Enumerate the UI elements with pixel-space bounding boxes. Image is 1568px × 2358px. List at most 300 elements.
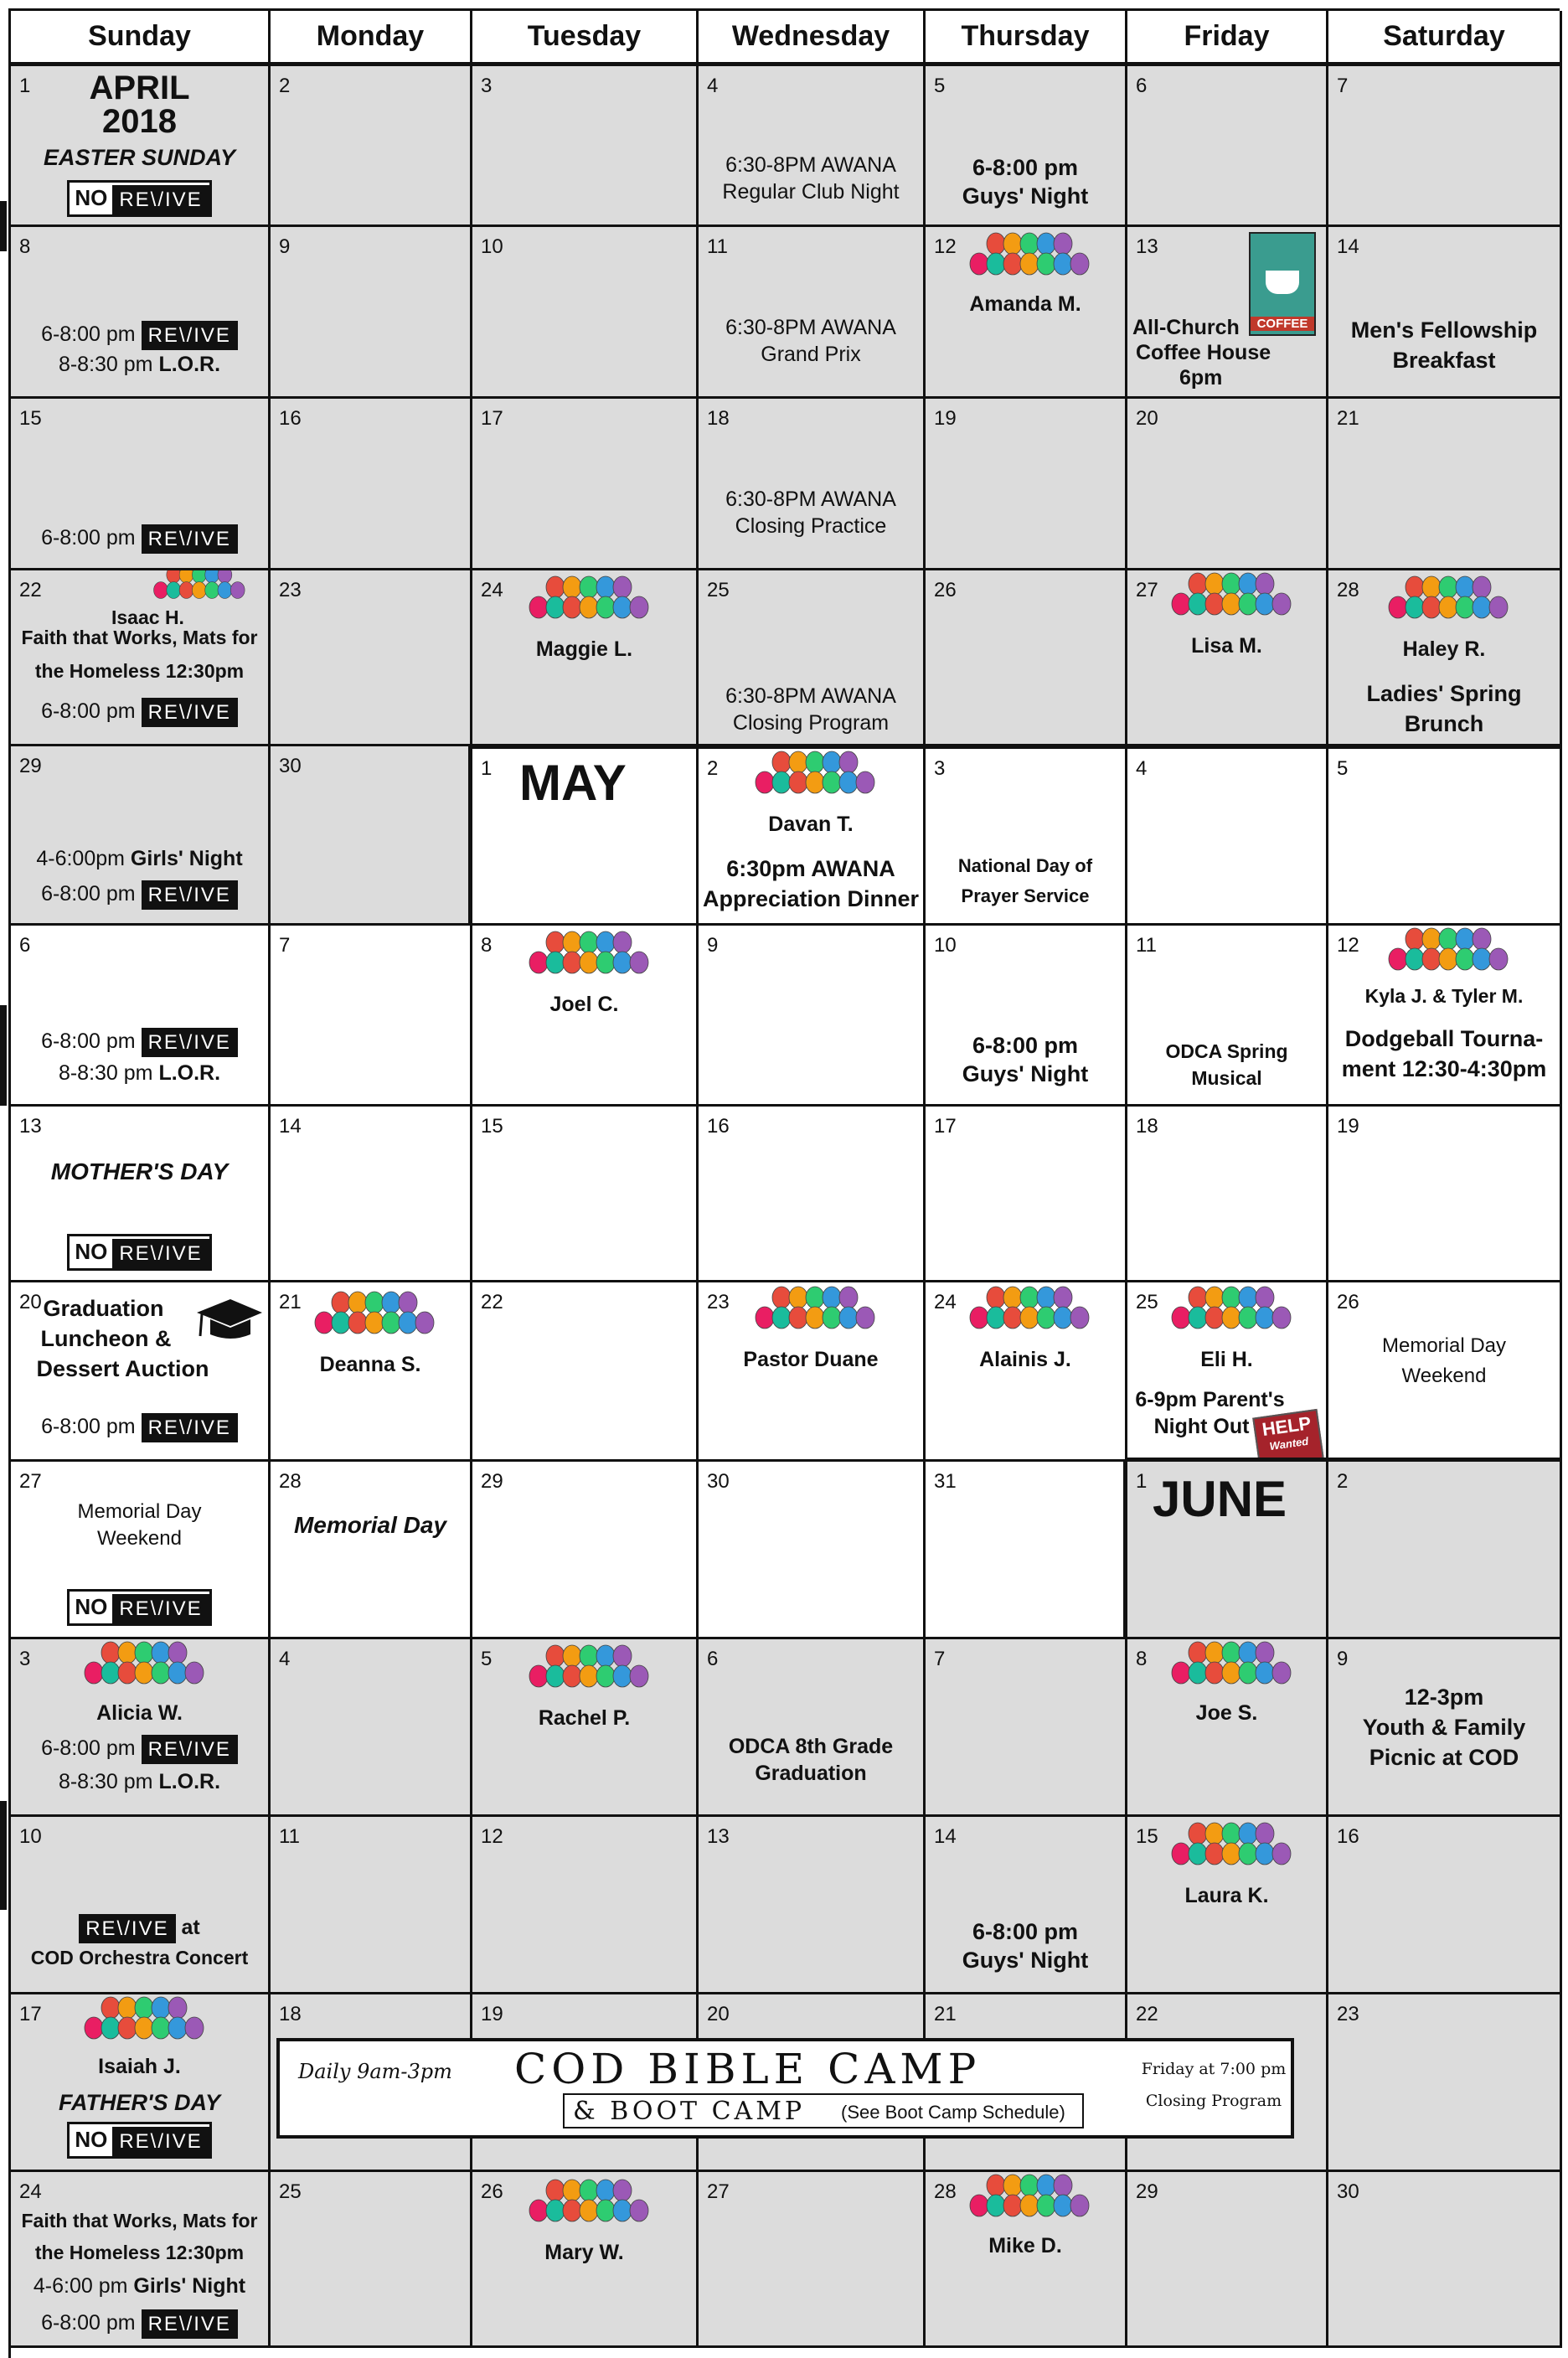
day-cell[interactable]: [11, 926, 271, 1107]
day-cell[interactable]: [1127, 1639, 1328, 1817]
day-number: 19: [1337, 1115, 1359, 1138]
balloon-icon: [1205, 1662, 1224, 1684]
day-cell[interactable]: [472, 2172, 699, 2348]
day-number: 6: [707, 1648, 719, 1670]
day-cell[interactable]: [699, 399, 926, 570]
day-cell[interactable]: [1127, 746, 1328, 926]
revive-logo: RE\/IVE: [142, 2309, 238, 2339]
day-cell[interactable]: [472, 926, 699, 1107]
balloon-icon: [1473, 596, 1491, 618]
balloon-icon: [613, 576, 632, 598]
day-number: 18: [279, 2003, 302, 2025]
day-cell[interactable]: [11, 570, 271, 746]
event-mothers-day: MOTHER'S DAY: [50, 1158, 229, 1184]
birthday-balloons: [740, 1286, 882, 1346]
day-cell[interactable]: [271, 1817, 472, 1994]
event-memorial-weekend: Memorial Day: [77, 1500, 202, 1523]
weekday-header: Sunday: [11, 11, 271, 66]
birthday-name: Isaac H.: [111, 606, 184, 628]
birthday-balloons: [954, 232, 1096, 292]
balloon-icon: [192, 570, 206, 583]
balloon-icon: [1189, 1662, 1207, 1684]
balloon-icon: [1054, 253, 1072, 275]
balloon-icon: [1070, 1307, 1089, 1329]
day-number: 17: [934, 1115, 957, 1138]
balloon-icon: [1256, 1823, 1274, 1845]
event-time: 6-8:00 pm: [41, 1415, 136, 1439]
event-time: 8-8:30 pm: [58, 1061, 153, 1085]
day-cell[interactable]: [271, 1107, 472, 1282]
balloon-icon: [1189, 1843, 1207, 1865]
day-cell[interactable]: [926, 1817, 1127, 1994]
day-cell[interactable]: [11, 1639, 271, 1817]
day-cell[interactable]: [926, 1282, 1127, 1462]
balloon-icon: [1205, 1307, 1224, 1329]
day-number: 6: [1136, 75, 1148, 97]
balloon-icon: [1222, 1307, 1240, 1329]
balloon-icon: [154, 582, 168, 599]
day-cell[interactable]: [1127, 399, 1328, 570]
day-number: 17: [19, 2003, 42, 2025]
event-time: 8-8:30 pm: [58, 1770, 153, 1793]
day-number: 25: [707, 579, 730, 601]
balloon-icon: [1070, 2195, 1089, 2216]
camp-friday: Friday at 7:00 pm: [1141, 2060, 1287, 2078]
balloon-icon: [789, 771, 807, 793]
day-cell[interactable]: [1127, 1282, 1328, 1462]
day-number: 14: [279, 1115, 302, 1138]
day-cell[interactable]: [699, 66, 926, 227]
coffee-cup-icon: [1266, 271, 1299, 294]
birthday-balloons: [513, 2179, 656, 2239]
balloon-icon: [1256, 1307, 1274, 1329]
day-cell[interactable]: [1328, 1817, 1562, 1994]
day-cell[interactable]: [1127, 1817, 1328, 1994]
day-cell[interactable]: [472, 227, 699, 399]
balloon-icon: [789, 1287, 807, 1308]
day-number: 11: [707, 235, 728, 258]
day-cell[interactable]: [699, 1107, 926, 1282]
day-number: 21: [279, 1291, 302, 1313]
day-number: 4: [279, 1648, 291, 1670]
balloon-icon: [168, 1662, 187, 1684]
day-cell[interactable]: [926, 399, 1127, 570]
balloon-icon: [806, 751, 824, 773]
balloon-icon: [179, 582, 193, 599]
day-cell[interactable]: [699, 570, 926, 746]
no-label: NO: [75, 2127, 108, 2152]
day-cell[interactable]: [926, 1107, 1127, 1282]
day-cell[interactable]: [11, 227, 271, 399]
birthday-balloons: [954, 1286, 1096, 1346]
balloon-icon: [1222, 593, 1240, 615]
day-cell[interactable]: [926, 1639, 1127, 1817]
birthday-name: Deanna S.: [319, 1353, 421, 1376]
day-cell[interactable]: [11, 1994, 271, 2172]
day-number: 15: [481, 1115, 503, 1138]
balloon-icon: [596, 576, 615, 598]
day-number: 27: [707, 2180, 730, 2203]
balloon-icon: [546, 931, 565, 953]
day-cell[interactable]: [699, 1462, 926, 1639]
day-cell[interactable]: [1127, 2172, 1328, 2348]
balloon-icon: [1222, 1823, 1240, 1845]
day-number: 9: [707, 934, 719, 957]
day-cell[interactable]: [926, 227, 1127, 399]
balloon-icon: [1222, 1843, 1240, 1865]
balloon-icon: [1037, 2175, 1055, 2196]
event-dodgeball: Dodgeball Tourna-: [1344, 1026, 1544, 1051]
event-graduation: Dessert Auction: [36, 1356, 209, 1381]
day-number: 9: [279, 235, 291, 258]
day-number: 31: [934, 1470, 957, 1493]
balloon-icon: [772, 1307, 791, 1329]
balloon-icon: [167, 570, 181, 583]
revive-logo: RE\/IVE: [142, 698, 238, 727]
day-cell[interactable]: [271, 1462, 472, 1639]
day-number: 18: [1136, 1115, 1158, 1138]
balloon-icon: [823, 771, 841, 793]
balloon-icon: [1003, 2175, 1022, 2196]
day-cell[interactable]: [699, 1817, 926, 1994]
weekday-header: Wednesday: [699, 11, 926, 66]
balloon-icon: [596, 1665, 615, 1687]
balloon-icon: [856, 1307, 874, 1329]
day-cell[interactable]: [472, 1639, 699, 1817]
balloon-icon: [1489, 596, 1508, 618]
day-number: 20: [1136, 407, 1158, 430]
balloon-icon: [772, 771, 791, 793]
balloon-icon: [192, 582, 206, 599]
balloon-icon: [205, 582, 219, 599]
birthday-balloons: [1373, 575, 1515, 636]
balloon-icon: [118, 1662, 137, 1684]
day-cell[interactable]: [472, 746, 699, 926]
day-cell[interactable]: [1328, 399, 1562, 570]
balloon-icon: [1020, 233, 1039, 255]
birthday-balloons: [513, 931, 656, 991]
day-cell[interactable]: [472, 399, 699, 570]
balloon-icon: [415, 1312, 434, 1334]
event-awana-dinner: 6:30pm AWANA: [726, 856, 895, 881]
day-cell[interactable]: [926, 1462, 1127, 1639]
event-parents-night: 6-9pm Parent's: [1135, 1388, 1285, 1411]
day-cell[interactable]: [926, 2172, 1127, 2348]
balloon-icon: [85, 1662, 103, 1684]
day-number: 29: [19, 755, 42, 777]
balloon-icon: [1456, 948, 1474, 970]
day-cell[interactable]: [11, 1817, 271, 1994]
revive-logo: RE\/IVE: [112, 1239, 209, 1268]
day-cell[interactable]: [1328, 746, 1562, 926]
birthday-balloons: [69, 1641, 211, 1701]
balloon-icon: [118, 2017, 137, 2039]
balloon-icon: [839, 1287, 858, 1308]
day-cell[interactable]: [11, 1462, 271, 1639]
day-cell[interactable]: [926, 746, 1127, 926]
balloon-icon: [529, 2200, 548, 2221]
day-cell[interactable]: [271, 1282, 472, 1462]
day-number: 23: [707, 1291, 730, 1313]
day-cell[interactable]: [472, 1107, 699, 1282]
event-time: 6-8:00 pm: [972, 1919, 1079, 1944]
balloon-icon: [1020, 1307, 1039, 1329]
event-picnic: Picnic at COD: [1369, 1745, 1519, 1770]
day-cell[interactable]: [1328, 2172, 1562, 2348]
day-number: 12: [934, 235, 957, 258]
camp-subtitle: & BOOT CAMP: [573, 2097, 806, 2126]
day-cell[interactable]: [1127, 570, 1328, 746]
balloon-icon: [1239, 1662, 1257, 1684]
day-cell[interactable]: [699, 1282, 926, 1462]
day-cell[interactable]: [472, 66, 699, 227]
day-cell[interactable]: [1328, 1107, 1562, 1282]
balloon-icon: [613, 596, 632, 618]
camp-note: (See Boot Camp Schedule): [841, 2102, 1065, 2123]
balloon-icon: [85, 2017, 103, 2039]
balloon-icon: [1239, 573, 1257, 595]
balloon-icon: [1054, 2175, 1072, 2196]
day-cell[interactable]: [472, 1282, 699, 1462]
day-cell[interactable]: [1127, 1462, 1328, 1639]
balloon-icon: [185, 1662, 204, 1684]
day-cell[interactable]: [472, 570, 699, 746]
day-number: 3: [481, 75, 493, 97]
balloon-icon: [168, 1997, 187, 2019]
day-cell[interactable]: [271, 1639, 472, 1817]
balloon-icon: [1239, 1843, 1257, 1865]
balloon-icon: [1239, 1642, 1257, 1664]
event-awana: 6:30-8PM AWANA: [725, 316, 896, 339]
balloon-icon: [1473, 576, 1491, 598]
balloon-icon: [135, 1642, 153, 1664]
event-guys-night: Guys' Night: [962, 1948, 1089, 1973]
balloon-icon: [987, 253, 1005, 275]
day-cell[interactable]: [271, 66, 472, 227]
event-lor: L.O.R.: [158, 1061, 221, 1085]
day-cell[interactable]: [1328, 1462, 1562, 1639]
day-number: 8: [1136, 1648, 1148, 1670]
balloon-icon: [1389, 948, 1407, 970]
balloon-icon: [563, 576, 581, 598]
day-number: 8: [19, 235, 31, 258]
balloon-icon: [1172, 593, 1190, 615]
balloon-icon: [1020, 2175, 1039, 2196]
balloon-icon: [135, 1662, 153, 1684]
weekday-header: Thursday: [926, 11, 1127, 66]
revive-line: [11, 1914, 268, 1943]
revive-line: [11, 2309, 268, 2339]
event-parents-night: Night Out: [1153, 1415, 1250, 1438]
coffee-sign-label: COFFEE: [1251, 317, 1314, 331]
no-revive-badge: [11, 2122, 268, 2159]
birthday-balloons: [1156, 1286, 1298, 1346]
day-cell[interactable]: [926, 570, 1127, 746]
day-cell[interactable]: [1328, 926, 1562, 1107]
event-awana-sub: Grand Prix: [761, 343, 861, 366]
balloon-icon: [970, 253, 988, 275]
balloon-icon: [1172, 1662, 1190, 1684]
event-awana-sub: Regular Club Night: [722, 180, 900, 204]
birthday-name: Alainis J.: [979, 1348, 1071, 1371]
day-cell[interactable]: [11, 399, 271, 570]
day-cell[interactable]: [699, 926, 926, 1107]
day-cell[interactable]: [926, 926, 1127, 1107]
day-cell[interactable]: [699, 2172, 926, 2348]
day-number: 14: [934, 1825, 957, 1848]
day-cell[interactable]: [271, 570, 472, 746]
balloon-icon: [563, 1645, 581, 1667]
balloon-icon: [1189, 573, 1207, 595]
event-easter: EASTER SUNDAY: [43, 145, 236, 170]
birthday-name: Laura K.: [1184, 1884, 1269, 1907]
event-awana-sub: Closing Program: [732, 711, 890, 735]
event-girls: Girls' Night: [133, 2274, 246, 2298]
birthday-name: Isaiah J.: [98, 2055, 181, 2078]
day-cell[interactable]: [1328, 66, 1562, 227]
balloon-icon: [987, 233, 1005, 255]
day-cell[interactable]: [1127, 1107, 1328, 1282]
balloon-icon: [823, 751, 841, 773]
balloon-icon: [348, 1292, 367, 1313]
day-cell[interactable]: [11, 1282, 271, 1462]
day-cell[interactable]: [699, 227, 926, 399]
day-number: 13: [1136, 235, 1158, 258]
bible-camp-banner: [276, 2038, 1294, 2139]
balloon-icon: [806, 771, 824, 793]
event-lor: L.O.R.: [158, 1770, 221, 1793]
balloon-icon: [1222, 1287, 1240, 1308]
balloon-icon: [580, 931, 598, 953]
event-time: 4-6:00 pm: [33, 2274, 128, 2298]
day-cell[interactable]: [271, 227, 472, 399]
day-cell[interactable]: [926, 66, 1127, 227]
day-number: 22: [481, 1291, 503, 1313]
balloon-icon: [365, 1292, 384, 1313]
day-number: 5: [1337, 757, 1349, 780]
balloon-icon: [152, 1662, 170, 1684]
balloon-icon: [563, 2180, 581, 2201]
balloon-icon: [613, 1645, 632, 1667]
day-cell[interactable]: [11, 66, 271, 227]
balloon-icon: [1020, 1287, 1039, 1308]
day-number: 7: [934, 1648, 946, 1670]
balloon-icon: [563, 931, 581, 953]
day-cell[interactable]: [699, 1639, 926, 1817]
balloon-icon: [596, 1645, 615, 1667]
balloon-icon: [101, 1662, 120, 1684]
day-number: 11: [1136, 934, 1157, 957]
balloon-icon: [1222, 1642, 1240, 1664]
balloon-icon: [1172, 1843, 1190, 1865]
day-cell[interactable]: [11, 2172, 271, 2348]
day-cell[interactable]: [1127, 66, 1328, 227]
event-awana-sub: Closing Practice: [735, 514, 887, 538]
balloon-icon: [823, 1307, 841, 1329]
revive-line: [11, 1413, 268, 1442]
birthday-name: Haley R.: [1402, 637, 1486, 661]
revive-logo: RE\/IVE: [142, 1413, 238, 1442]
day-number: 10: [934, 934, 957, 957]
day-cell[interactable]: [271, 746, 472, 926]
balloon-icon: [1422, 928, 1441, 950]
event-memorial-weekend: Weekend: [97, 1527, 182, 1550]
day-cell[interactable]: [271, 2172, 472, 2348]
day-cell[interactable]: [271, 399, 472, 570]
revive-logo: RE\/IVE: [142, 524, 238, 554]
day-cell[interactable]: [1328, 227, 1562, 399]
balloon-icon: [546, 952, 565, 973]
event-time: 6-8:00 pm: [972, 1033, 1079, 1058]
balloon-icon: [365, 1312, 384, 1334]
balloon-icon: [1070, 253, 1089, 275]
balloon-icon: [1272, 1662, 1291, 1684]
camp-closing: Closing Program: [1145, 2092, 1282, 2110]
balloon-icon: [185, 2017, 204, 2039]
balloon-icon: [1189, 1823, 1207, 1845]
balloon-icon: [580, 596, 598, 618]
balloon-icon: [1239, 593, 1257, 615]
balloon-icon: [1037, 2195, 1055, 2216]
event-odca-grad: ODCA 8th Grade: [728, 1735, 894, 1758]
balloon-icon: [546, 2180, 565, 2201]
day-number: 26: [1337, 1291, 1359, 1313]
day-cell[interactable]: [271, 926, 472, 1107]
day-cell[interactable]: [1328, 1282, 1562, 1462]
balloon-icon: [1205, 573, 1224, 595]
balloon-icon: [596, 931, 615, 953]
birthday-name: Joe S.: [1195, 1701, 1258, 1725]
balloon-icon: [596, 952, 615, 973]
balloon-icon: [806, 1287, 824, 1308]
edge-mark: [0, 1005, 7, 1106]
day-cell[interactable]: [1127, 926, 1328, 1107]
balloon-icon: [1189, 1642, 1207, 1664]
day-number: 13: [19, 1115, 42, 1138]
day-number: 24: [481, 579, 503, 601]
day-cell[interactable]: [472, 1462, 699, 1639]
day-cell[interactable]: [11, 1107, 271, 1282]
balloon-icon: [1003, 233, 1022, 255]
event-prayer: National Day of: [957, 855, 1093, 876]
event-awana-dinner: Appreciation Dinner: [702, 886, 920, 911]
revive-logo: RE\/IVE: [142, 1735, 238, 1764]
day-cell[interactable]: [1127, 227, 1328, 399]
day-cell[interactable]: [472, 1817, 699, 1994]
day-cell[interactable]: [1328, 570, 1562, 746]
day-cell[interactable]: [699, 746, 926, 926]
day-cell[interactable]: [1328, 1639, 1562, 1817]
event-coffee: Coffee House: [1136, 341, 1271, 364]
day-cell[interactable]: [11, 746, 271, 926]
day-cell[interactable]: [1328, 1994, 1562, 2172]
birthday-name: Mike D.: [988, 2234, 1062, 2257]
balloon-icon: [529, 596, 548, 618]
balloon-icon: [1172, 1307, 1190, 1329]
balloon-icon: [806, 1307, 824, 1329]
balloon-icon: [1189, 593, 1207, 615]
balloon-icon: [580, 576, 598, 598]
balloon-icon: [630, 596, 648, 618]
event-faith: Faith that Works, Mats for: [21, 627, 258, 648]
balloon-icon: [101, 1997, 120, 2019]
balloon-icon: [1272, 1843, 1291, 1865]
birthday-name: Eli H.: [1200, 1348, 1253, 1371]
day-number: 18: [707, 407, 730, 430]
event-mens: Men's Fellowship: [1350, 317, 1538, 343]
balloon-icon: [580, 952, 598, 973]
balloon-icon: [1239, 1287, 1257, 1308]
